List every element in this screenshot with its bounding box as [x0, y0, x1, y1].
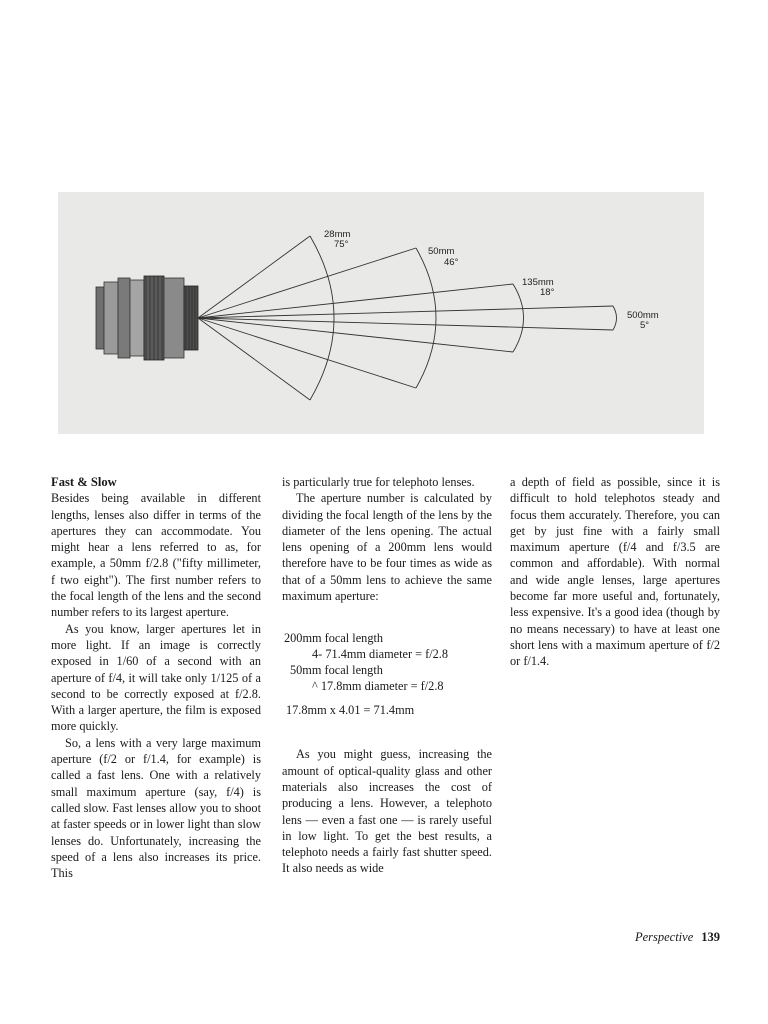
label-500mm: 500mm — [627, 310, 659, 321]
label-18deg: 18° — [540, 287, 555, 298]
formula-line: 4- 71.4mm diameter = f/2.8 — [312, 647, 449, 662]
aperture-formula — [282, 618, 492, 718]
paragraph: As you might guess, increasing the amount of optical-quality glass and other materials also increases the cost of producing a lens. However, a telephoto lens — even a fast one — is rarely useful in low light. To get the best results, a telephoto needs a fairly fast shutter speed. It also needs as wide — [282, 747, 492, 876]
text-column-2 — [282, 474, 492, 877]
label-50mm: 50mm — [428, 246, 455, 257]
label-46deg: 46° — [444, 257, 459, 268]
label-5deg: 5° — [640, 320, 650, 331]
formula-line: 50mm focal length — [290, 663, 383, 678]
camera-lens-drawing — [96, 276, 198, 360]
page-footer — [580, 930, 720, 945]
formula-line: 200mm focal length — [284, 631, 384, 646]
angle-of-view-diagram — [58, 192, 704, 434]
text-column-1 — [51, 474, 261, 881]
section-heading: Fast & Slow — [51, 475, 117, 489]
label-28mm: 28mm — [324, 229, 351, 240]
angle-lines — [198, 236, 617, 400]
formula-line: ^ 17.8mm diameter = f/2.8 — [312, 679, 444, 694]
text-column-3 — [510, 474, 720, 670]
label-75deg: 75° — [334, 239, 349, 250]
formula-line: 17.8mm x 4.01 = 71.4mm — [286, 703, 415, 718]
angle-labels — [324, 229, 659, 331]
section-name: Perspective — [634, 930, 694, 944]
paragraph: Besides being available in different lengths, lenses also differ in terms of the apertures they can accommodate. You might hear a lens referred to as, for example, a 50mm f/2.8 ("fifty millimeter, f two eight"). The first number refers to the focal length of the lens and the second number refers to its largest aperture. — [51, 491, 261, 620]
paragraph: a depth of field as possible, since it is difficult to hold telephotos steady and focus them accurately. Therefore, you can get by just fine with a fairly small maximum aperture (f/4 and f/3.5 are common and affordable). With normal and wide angle lenses, large apertures become far more useful and, fortunately, less expensive. It's a good idea (though by no means necessary) to have at least one short lens with a maximum aperture of f/2 or f/1.4. — [510, 475, 720, 669]
paragraph: is particularly true for telephoto lenses. — [282, 475, 475, 489]
lens-angle-figure — [58, 192, 704, 434]
paragraph: So, a lens with a very large maximum aperture (f/2 or f/1.4, for example) is called a fast lens. One with a relatively small maximum aperture (say, f/4) is called slow. Fast lenses allow you to shoot at faster speeds or in lower light than slow lenses do. Unfortunately, increasing the speed of a lens also increases its price. This — [51, 735, 261, 881]
label-135mm: 135mm — [522, 277, 554, 288]
page-number: 139 — [701, 930, 720, 944]
paragraph: As you know, larger apertures let in more light. If an image is correctly exposed in 1/60 of a second with an aperture of f/4, it will take only 1/125 of a second to be correctly exposed at f/2.8. With a larger aperture, the film is exposed more quickly. — [51, 621, 261, 734]
paragraph: The aperture number is calculated by dividing the focal length of the lens by the diameter of the lens opening. The actual lens opening of a 200mm lens would therefore have to be four times as wide as that of a 50mm lens to achieve the same maximum aperture: — [282, 491, 492, 604]
